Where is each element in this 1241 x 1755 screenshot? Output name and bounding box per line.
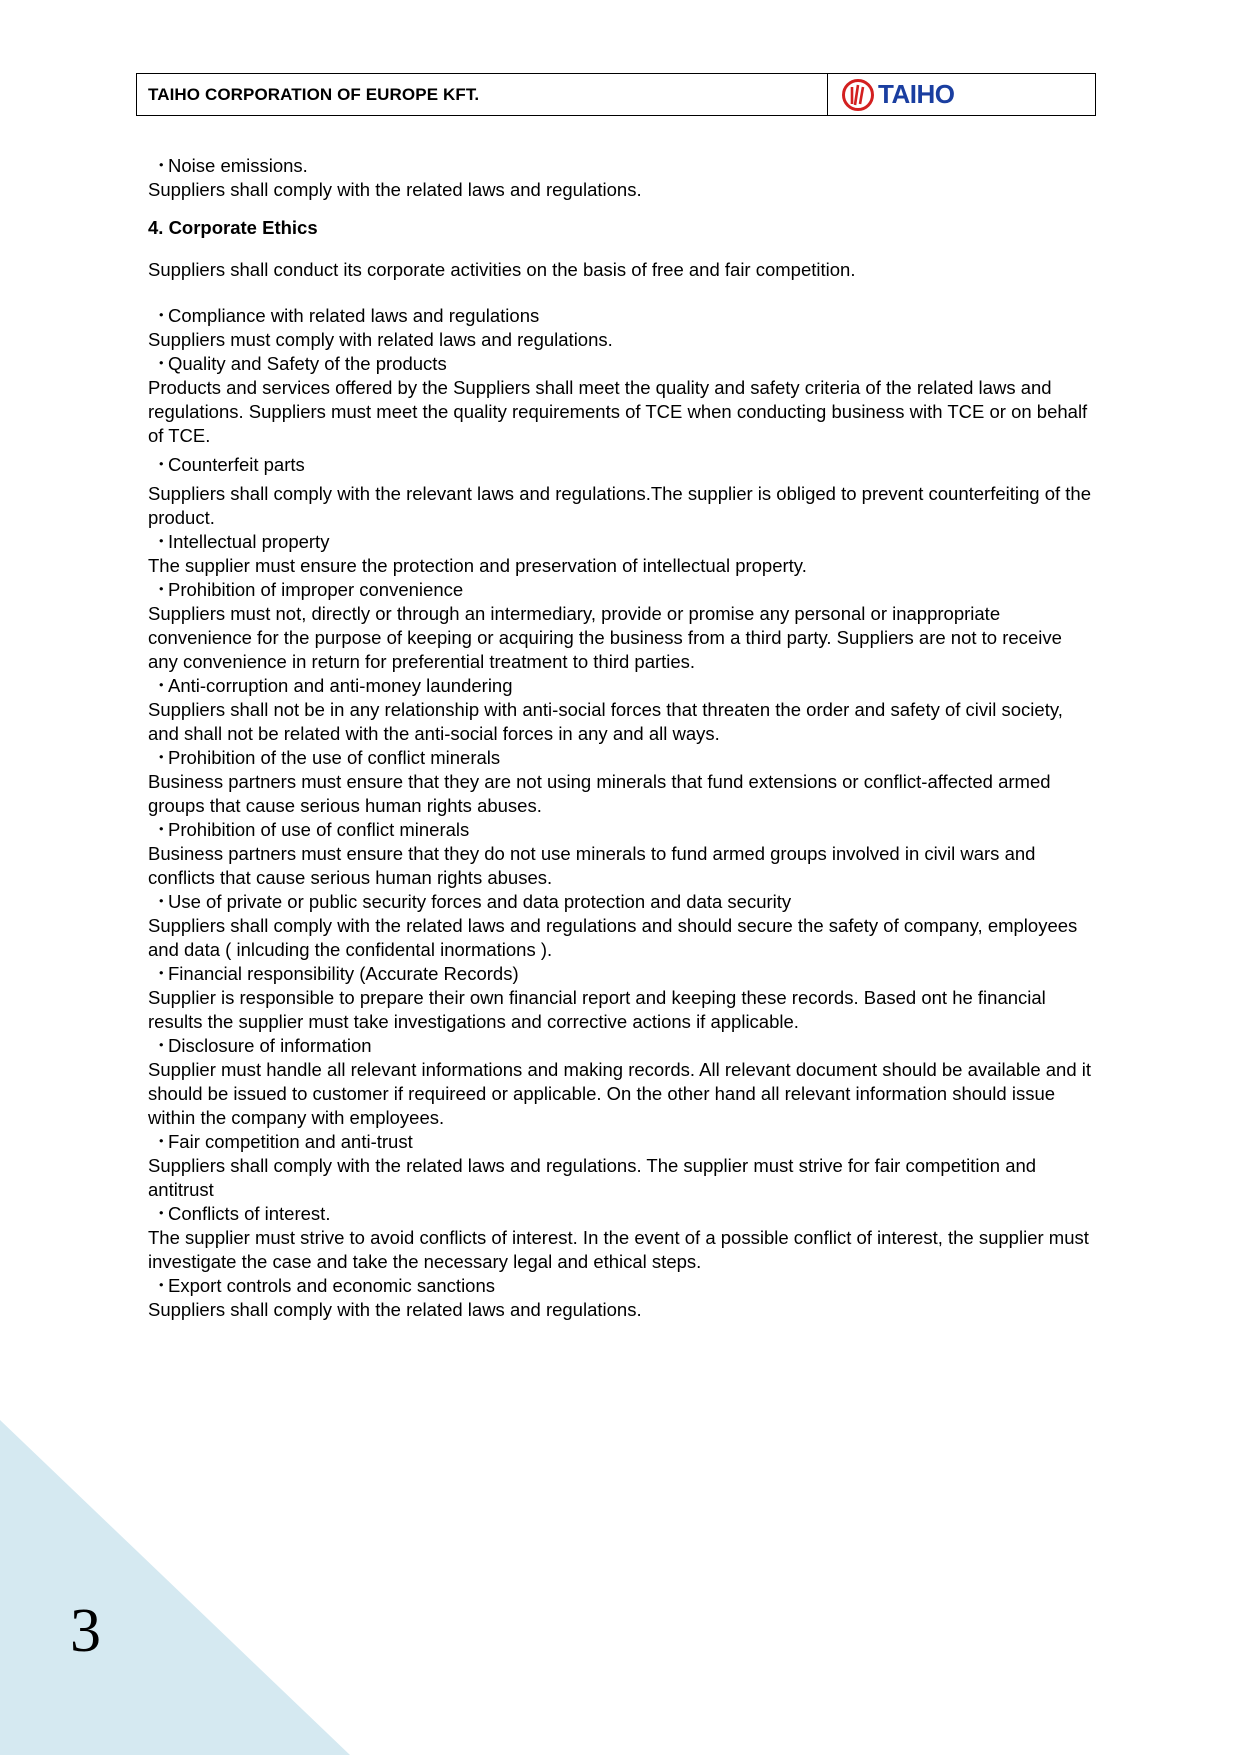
logo-wordmark: TAIHO bbox=[878, 79, 955, 109]
bullet-item bbox=[148, 578, 1093, 602]
document-body bbox=[148, 154, 1093, 1322]
bullet-text: Prohibition of use of conflict minerals bbox=[168, 819, 470, 840]
body-paragraph: Business partners must ensure that they do not use minerals to fund armed groups involved in civil wars and conflicts that cause serious human rights abuses. bbox=[148, 843, 1036, 888]
bullet-text: Compliance with related laws and regulations bbox=[168, 305, 540, 326]
bullet-text: Noise emissions. bbox=[168, 155, 308, 176]
company-title bbox=[137, 74, 827, 115]
bullet-text: Prohibition of the use of conflict minerals bbox=[168, 747, 501, 768]
bullet-icon: ・ bbox=[152, 454, 171, 475]
corner-decoration bbox=[0, 1420, 350, 1755]
company-logo bbox=[827, 74, 1095, 115]
document-header bbox=[136, 73, 1096, 116]
section-heading: 4. Corporate Ethics bbox=[148, 217, 318, 238]
bullet-item bbox=[148, 453, 1093, 477]
bullet-item bbox=[148, 818, 1093, 842]
bullet-item bbox=[148, 1202, 1093, 1226]
body-paragraph: Supplier must handle all relevant informations and making records. All relevant document should be available and it should be issued to customer if requireed or applicable. On the other hand all relevant information should issue within the company with employees. bbox=[148, 1059, 1092, 1128]
bullet-text: Export controls and economic sanctions bbox=[168, 1275, 496, 1296]
bullet-icon: ・ bbox=[152, 1275, 171, 1296]
bullet-icon: ・ bbox=[152, 1131, 171, 1152]
bullet-icon: ・ bbox=[152, 819, 171, 840]
bullet-icon: ・ bbox=[152, 1203, 171, 1224]
body-paragraph: Products and services offered by the Suppliers shall meet the quality and safety criteria of the related laws and regulations. Suppliers must meet the quality requirements of TCE when conducting business with TCE or on behalf of TCE. bbox=[148, 377, 1088, 446]
taiho-emblem-icon bbox=[841, 78, 875, 112]
bullet-item bbox=[148, 1274, 1093, 1298]
bullet-text: Counterfeit parts bbox=[168, 454, 305, 475]
body-paragraph: Suppliers shall comply with the relevant laws and regulations.The supplier is obliged to prevent counterfeiting of the product. bbox=[148, 483, 1092, 528]
bullet-item bbox=[148, 304, 1093, 328]
bullet-icon: ・ bbox=[152, 675, 171, 696]
body-paragraph: Business partners must ensure that they are not using minerals that fund extensions or conflict-affected armed groups that cause serious human rights abuses. bbox=[148, 771, 1051, 816]
bullet-item bbox=[148, 530, 1093, 554]
bullet-icon: ・ bbox=[152, 1035, 171, 1056]
bullet-text: Anti-corruption and anti-money laundering bbox=[168, 675, 513, 696]
body-paragraph: Suppliers shall comply with the related laws and regulations. The supplier must strive for fair competition and antitrust bbox=[148, 1155, 1037, 1200]
bullet-text: Conflicts of interest. bbox=[168, 1203, 331, 1224]
bullet-icon: ・ bbox=[152, 155, 171, 176]
bullet-item bbox=[148, 890, 1093, 914]
body-paragraph: Supplier is responsible to prepare their own financial report and keeping these records. Based ont he financial results the supplier must take investigations and corrective actions if applicable. bbox=[148, 987, 1046, 1032]
page-number: 3 bbox=[70, 1597, 101, 1665]
body-paragraph: Suppliers shall not be in any relationship with anti-social forces that threaten the order and safety of civil society, and shall not be related with the anti-social forces in any and all ways. bbox=[148, 699, 1063, 744]
bullet-item bbox=[148, 1034, 1093, 1058]
bullet-icon: ・ bbox=[152, 353, 171, 374]
company-title-text: TAIHO CORPORATION OF EUROPE KFT. bbox=[148, 84, 480, 104]
bullet-text: Intellectual property bbox=[168, 531, 330, 552]
bullet-text: Fair competition and anti-trust bbox=[168, 1131, 413, 1152]
bullet-text: Use of private or public security forces and data protection and data security bbox=[168, 891, 792, 912]
bullet-item bbox=[148, 1130, 1093, 1154]
bullet-text: Disclosure of information bbox=[168, 1035, 372, 1056]
bullet-item bbox=[148, 962, 1093, 986]
body-paragraph: Suppliers shall comply with the related laws and regulations and should secure the safety of company, employees and data ( inlcuding the confidental inormations ). bbox=[148, 915, 1078, 960]
bullet-icon: ・ bbox=[152, 963, 171, 984]
bullet-icon: ・ bbox=[152, 891, 171, 912]
bullet-item bbox=[148, 674, 1093, 698]
bullet-text: Prohibition of improper convenience bbox=[168, 579, 464, 600]
bullet-text: Quality and Safety of the products bbox=[168, 353, 447, 374]
body-paragraph: Suppliers shall conduct its corporate activities on the basis of free and fair competition. bbox=[148, 259, 856, 280]
body-paragraph: Suppliers must comply with related laws and regulations. bbox=[148, 329, 613, 350]
bullet-item bbox=[148, 154, 1093, 178]
bullet-icon: ・ bbox=[152, 579, 171, 600]
bullet-icon: ・ bbox=[152, 531, 171, 552]
body-paragraph: Suppliers shall comply with the related laws and regulations. bbox=[148, 1299, 642, 1320]
bullet-item bbox=[148, 352, 1093, 376]
body-paragraph: The supplier must ensure the protection and preservation of intellectual property. bbox=[148, 555, 807, 576]
bullet-icon: ・ bbox=[152, 305, 171, 326]
bullet-icon: ・ bbox=[152, 747, 171, 768]
body-paragraph: The supplier must strive to avoid conflicts of interest. In the event of a possible conflict of interest, the supplier must investigate the case and take the necessary legal and ethical steps. bbox=[148, 1227, 1089, 1272]
body-paragraph: Suppliers must not, directly or through an intermediary, provide or promise any personal or inappropriate convenience for the purpose of keeping or acquiring the business from a third party. Suppliers are not to receive any convenience in return for preferential treatment to third parties. bbox=[148, 603, 1062, 672]
bullet-text: Financial responsibility (Accurate Records) bbox=[168, 963, 519, 984]
body-paragraph: Suppliers shall comply with the related laws and regulations. bbox=[148, 179, 642, 200]
bullet-item bbox=[148, 746, 1093, 770]
